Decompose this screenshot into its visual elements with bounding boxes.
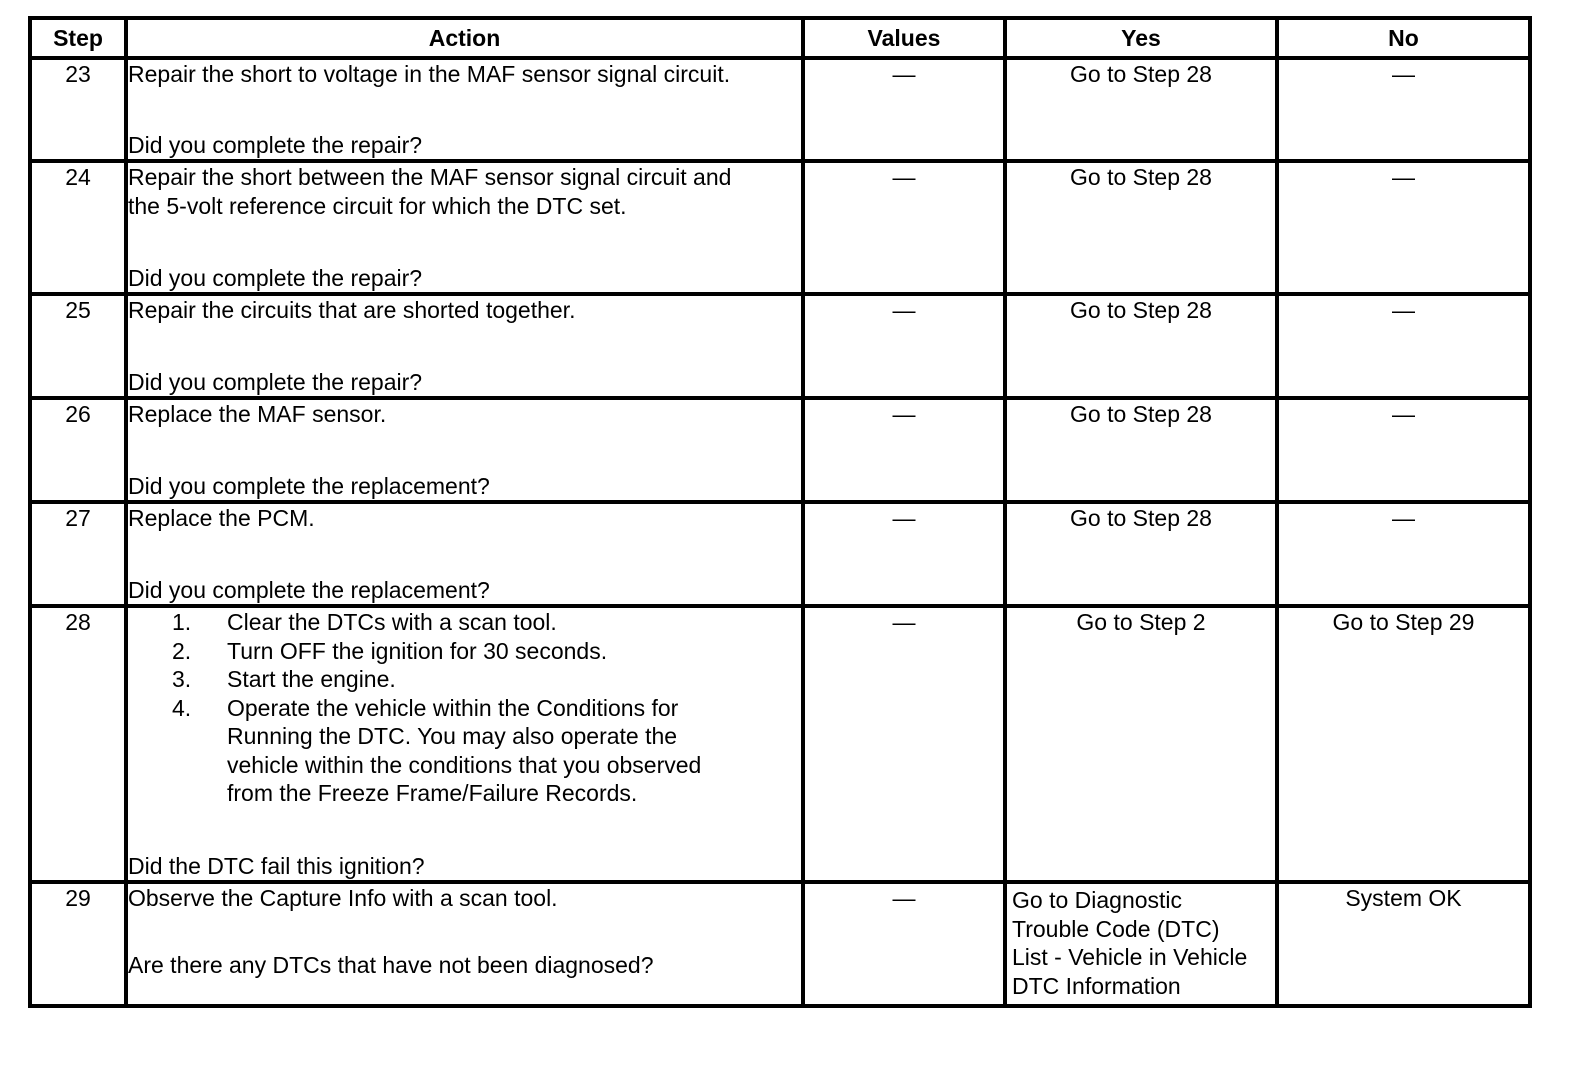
header-yes: Yes <box>1005 18 1277 58</box>
substep-text: Clear the DTCs with a scan tool. <box>227 609 557 635</box>
table-row <box>30 398 1530 502</box>
substep-number: 1. <box>172 609 192 635</box>
substep-text: Running the DTC. You may also operate the <box>227 723 678 749</box>
yes-text: List - Vehicle in Vehicle <box>1012 944 1248 970</box>
no-cell: — <box>1277 294 1530 398</box>
yes-cell: Go to Step 28 <box>1005 502 1277 606</box>
action-text: the 5-volt reference circuit for which the DTC set. <box>128 192 627 219</box>
yes-cell <box>1005 882 1277 1006</box>
yes-cell: Go to Step 28 <box>1005 398 1277 502</box>
header-action: Action <box>126 18 803 58</box>
no-cell: — <box>1277 398 1530 502</box>
step-number: 23 <box>30 58 126 161</box>
values-cell: — <box>803 606 1005 882</box>
substep-text: vehicle within the conditions that you observed <box>227 751 702 778</box>
table-row <box>30 58 1530 161</box>
step-number: 28 <box>30 606 126 882</box>
step-number: 24 <box>30 161 126 294</box>
yes-text: Trouble Code (DTC) <box>1012 915 1220 942</box>
values-cell: — <box>803 882 1005 1006</box>
substep-text: Turn OFF the ignition for 30 seconds. <box>227 637 608 664</box>
substep-item <box>128 608 801 637</box>
action-question: Are there any DTCs that have not been diagnosed? <box>128 951 654 978</box>
action-question: Did you complete the repair? <box>128 264 423 291</box>
action-cell <box>126 502 803 606</box>
action-text: Replace the MAF sensor. <box>128 401 387 427</box>
no-cell: — <box>1277 161 1530 294</box>
substep-text: Operate the vehicle within the Conditions for <box>227 694 679 721</box>
substep-item <box>128 665 801 694</box>
action-text: Observe the Capture Info with a scan tool. <box>128 885 558 911</box>
substep-number: 4. <box>172 694 192 721</box>
substep-item <box>128 694 801 808</box>
table-row <box>30 161 1530 294</box>
yes-text: Go to Diagnostic <box>1012 887 1183 913</box>
values-cell: — <box>803 502 1005 606</box>
action-cell <box>126 882 803 1006</box>
header-row <box>30 18 1530 58</box>
yes-cell: Go to Step 28 <box>1005 294 1277 398</box>
action-cell <box>126 398 803 502</box>
header-values: Values <box>803 18 1005 58</box>
no-cell: — <box>1277 58 1530 161</box>
action-text: Repair the short between the MAF sensor signal circuit and <box>128 164 732 190</box>
action-question: Did you complete the replacement? <box>128 576 490 603</box>
action-cell <box>126 294 803 398</box>
action-question: Did the DTC fail this ignition? <box>128 852 425 879</box>
values-cell: — <box>803 161 1005 294</box>
action-question: Did you complete the repair? <box>128 368 423 395</box>
step-number: 29 <box>30 882 126 1006</box>
diagnostic-table <box>28 16 1532 1008</box>
action-cell <box>126 58 803 161</box>
yes-cell: Go to Step 28 <box>1005 161 1277 294</box>
substep-text: Start the engine. <box>227 666 396 692</box>
no-cell: Go to Step 29 <box>1277 606 1530 882</box>
no-cell: — <box>1277 502 1530 606</box>
no-cell: System OK <box>1277 882 1530 1006</box>
header-step: Step <box>30 18 126 58</box>
substep-number: 3. <box>172 666 192 692</box>
step-number: 27 <box>30 502 126 606</box>
yes-cell: Go to Step 28 <box>1005 58 1277 161</box>
action-question: Did you complete the replacement? <box>128 472 490 499</box>
action-text: Repair the circuits that are shorted together. <box>128 297 576 323</box>
table-row <box>30 882 1530 1006</box>
action-text: Repair the short to voltage in the MAF sensor signal circuit. <box>128 61 731 87</box>
table-row <box>30 294 1530 398</box>
substep-item <box>128 637 801 666</box>
values-cell: — <box>803 398 1005 502</box>
action-cell <box>126 606 803 882</box>
substep-text: from the Freeze Frame/Failure Records. <box>227 780 638 806</box>
step-number: 25 <box>30 294 126 398</box>
action-question: Did you complete the repair? <box>128 131 423 158</box>
values-cell: — <box>803 58 1005 161</box>
values-cell: — <box>803 294 1005 398</box>
table-row <box>30 606 1530 882</box>
yes-text: DTC Information <box>1012 972 1181 999</box>
table-row <box>30 502 1530 606</box>
header-no: No <box>1277 18 1530 58</box>
substep-list <box>128 608 801 808</box>
step-number: 26 <box>30 398 126 502</box>
action-cell <box>126 161 803 294</box>
action-text: Replace the PCM. <box>128 505 315 531</box>
yes-cell: Go to Step 2 <box>1005 606 1277 882</box>
substep-number: 2. <box>172 637 192 664</box>
